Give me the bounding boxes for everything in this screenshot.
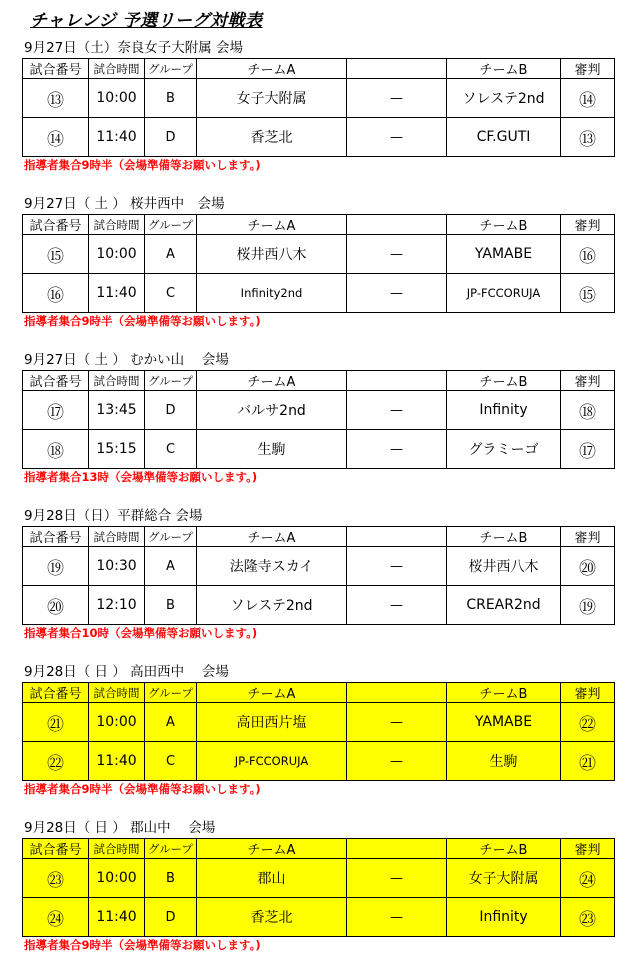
referee-number: ⑱ <box>561 391 615 430</box>
venue-heading: 9月27日（ 土 ） むかい山 会場 <box>24 352 229 368</box>
vs-dash: — <box>347 859 447 898</box>
header-match-time: 試合時間 <box>89 683 145 703</box>
match-time: 10:30 <box>89 547 145 586</box>
header-match-no: 試合番号 <box>23 59 89 79</box>
header-vs <box>347 215 447 235</box>
team-b-name: 桜井西八木 <box>447 547 561 586</box>
match-group: A <box>145 703 197 742</box>
match-number: ⑯ <box>23 274 89 313</box>
team-b-name: CF.GUTI <box>447 118 561 157</box>
team-b-name: Infinity <box>447 898 561 937</box>
header-team-a: チームA <box>197 59 347 79</box>
referee-number: ⑯ <box>561 235 615 274</box>
venue-section <box>22 818 614 953</box>
match-table <box>22 682 615 781</box>
header-team-a: チームA <box>197 839 347 859</box>
vs-dash: — <box>347 547 447 586</box>
match-number: ⑳ <box>23 586 89 625</box>
match-group: A <box>145 547 197 586</box>
header-group: グループ <box>145 215 197 235</box>
header-group: グループ <box>145 683 197 703</box>
match-table <box>22 214 615 313</box>
match-group: C <box>145 274 197 313</box>
team-b-name: YAMABE <box>447 703 561 742</box>
venue-section <box>22 350 614 485</box>
match-time: 11:40 <box>89 742 145 781</box>
match-time: 11:40 <box>89 118 145 157</box>
header-match-time: 試合時間 <box>89 59 145 79</box>
match-row <box>23 703 615 742</box>
header-team-a: チームA <box>197 215 347 235</box>
vs-dash: — <box>347 586 447 625</box>
match-time: 13:45 <box>89 391 145 430</box>
header-team-a: チームA <box>197 371 347 391</box>
referee-number: ㉔ <box>561 859 615 898</box>
staff-note: 指導者集合9時半（会場準備等お願いします。) <box>24 938 261 952</box>
match-group: D <box>145 118 197 157</box>
team-a-name: 生駒 <box>197 430 347 469</box>
match-row <box>23 898 615 937</box>
vs-dash: — <box>347 703 447 742</box>
header-team-a: チームA <box>197 527 347 547</box>
match-number: ⑱ <box>23 430 89 469</box>
match-group: B <box>145 586 197 625</box>
referee-number: ⑳ <box>561 547 615 586</box>
team-a-name: 郡山 <box>197 859 347 898</box>
referee-number: ⑮ <box>561 274 615 313</box>
venue-heading: 9月28日（日）平群総合 会場 <box>24 508 203 524</box>
vs-dash: — <box>347 79 447 118</box>
match-row <box>23 859 615 898</box>
match-group: C <box>145 742 197 781</box>
referee-number: ⑲ <box>561 586 615 625</box>
referee-number: ㉒ <box>561 703 615 742</box>
match-group: A <box>145 235 197 274</box>
header-team-b: チームB <box>447 215 561 235</box>
match-group: D <box>145 898 197 937</box>
header-vs <box>347 839 447 859</box>
referee-number: ㉑ <box>561 742 615 781</box>
team-b-name: Infinity <box>447 391 561 430</box>
staff-note: 指導者集合9時半（会場準備等お願いします。) <box>24 782 261 796</box>
team-a-name: 香芝北 <box>197 898 347 937</box>
match-table <box>22 370 615 469</box>
header-match-no: 試合番号 <box>23 215 89 235</box>
staff-note: 指導者集合9時半（会場準備等お願いします。) <box>24 158 261 172</box>
staff-note: 指導者集合9時半（会場準備等お願いします。) <box>24 314 261 328</box>
venue-heading: 9月27日（土）奈良女子大附属 会場 <box>24 40 244 56</box>
team-a-name: バルサ2nd <box>197 391 347 430</box>
match-group: D <box>145 391 197 430</box>
header-referee: 審判 <box>561 59 615 79</box>
header-team-b: チームB <box>447 527 561 547</box>
team-b-name: JP-FCCORUJA <box>447 274 561 313</box>
team-a-name: 桜井西八木 <box>197 235 347 274</box>
match-row <box>23 79 615 118</box>
staff-note: 指導者集合13時（会場準備等お願いします。) <box>24 470 258 484</box>
match-table <box>22 838 615 937</box>
venue-heading: 9月28日（ 日 ） 高田西中 会場 <box>24 664 229 680</box>
header-referee: 審判 <box>561 215 615 235</box>
header-vs <box>347 59 447 79</box>
match-row <box>23 118 615 157</box>
match-number: ⑭ <box>23 118 89 157</box>
team-b-name: ソレステ2nd <box>447 79 561 118</box>
match-number: ㉔ <box>23 898 89 937</box>
vs-dash: — <box>347 898 447 937</box>
vs-dash: — <box>347 274 447 313</box>
team-b-name: 生駒 <box>447 742 561 781</box>
match-number: ㉓ <box>23 859 89 898</box>
match-row <box>23 742 615 781</box>
header-group: グループ <box>145 839 197 859</box>
match-number: ㉒ <box>23 742 89 781</box>
match-time: 15:15 <box>89 430 145 469</box>
match-number: ⑲ <box>23 547 89 586</box>
header-referee: 審判 <box>561 683 615 703</box>
vs-dash: — <box>347 430 447 469</box>
team-a-name: JP-FCCORUJA <box>197 742 347 781</box>
team-b-name: CREAR2nd <box>447 586 561 625</box>
header-vs <box>347 371 447 391</box>
header-team-b: チームB <box>447 683 561 703</box>
header-group: グループ <box>145 371 197 391</box>
venue-heading: 9月28日（ 日 ） 郡山中 会場 <box>24 820 216 836</box>
match-time: 10:00 <box>89 235 145 274</box>
header-referee: 審判 <box>561 371 615 391</box>
match-table <box>22 526 615 625</box>
match-row <box>23 274 615 313</box>
venue-section <box>22 506 614 641</box>
team-a-name: ソレステ2nd <box>197 586 347 625</box>
header-match-time: 試合時間 <box>89 371 145 391</box>
header-match-time: 試合時間 <box>89 839 145 859</box>
header-team-b: チームB <box>447 839 561 859</box>
vs-dash: — <box>347 391 447 430</box>
staff-note: 指導者集合10時（会場準備等お願いします。) <box>24 626 258 640</box>
header-match-time: 試合時間 <box>89 527 145 547</box>
match-time: 11:40 <box>89 898 145 937</box>
header-referee: 審判 <box>561 527 615 547</box>
header-vs <box>347 527 447 547</box>
header-match-no: 試合番号 <box>23 371 89 391</box>
match-time: 12:10 <box>89 586 145 625</box>
team-a-name: 法隆寺スカイ <box>197 547 347 586</box>
venue-section <box>22 662 614 797</box>
referee-number: ㉓ <box>561 898 615 937</box>
referee-number: ⑰ <box>561 430 615 469</box>
vs-dash: — <box>347 235 447 274</box>
header-vs <box>347 683 447 703</box>
header-match-time: 試合時間 <box>89 215 145 235</box>
match-time: 10:00 <box>89 79 145 118</box>
match-table <box>22 58 615 157</box>
match-row <box>23 586 615 625</box>
vs-dash: — <box>347 118 447 157</box>
team-a-name: Infinity2nd <box>197 274 347 313</box>
match-row <box>23 391 615 430</box>
match-group: B <box>145 859 197 898</box>
team-a-name: 香芝北 <box>197 118 347 157</box>
match-row <box>23 430 615 469</box>
match-number: ⑬ <box>23 79 89 118</box>
header-match-no: 試合番号 <box>23 839 89 859</box>
match-number: ⑮ <box>23 235 89 274</box>
vs-dash: — <box>347 742 447 781</box>
match-time: 10:00 <box>89 859 145 898</box>
match-group: C <box>145 430 197 469</box>
venue-section <box>22 38 614 173</box>
header-team-b: チームB <box>447 371 561 391</box>
team-b-name: グラミーゴ <box>447 430 561 469</box>
venue-section <box>22 194 614 329</box>
match-time: 10:00 <box>89 703 145 742</box>
team-b-name: YAMABE <box>447 235 561 274</box>
header-match-no: 試合番号 <box>23 527 89 547</box>
referee-number: ⑬ <box>561 118 615 157</box>
header-referee: 審判 <box>561 839 615 859</box>
match-number: ⑰ <box>23 391 89 430</box>
header-team-b: チームB <box>447 59 561 79</box>
referee-number: ⑭ <box>561 79 615 118</box>
header-group: グループ <box>145 527 197 547</box>
team-a-name: 高田西片塩 <box>197 703 347 742</box>
match-row <box>23 547 615 586</box>
header-match-no: 試合番号 <box>23 683 89 703</box>
header-group: グループ <box>145 59 197 79</box>
team-b-name: 女子大附属 <box>447 859 561 898</box>
match-group: B <box>145 79 197 118</box>
match-number: ㉑ <box>23 703 89 742</box>
match-time: 11:40 <box>89 274 145 313</box>
page-title: チャレンジ 予選リーグ対戦表 <box>30 11 263 31</box>
header-team-a: チームA <box>197 683 347 703</box>
team-a-name: 女子大附属 <box>197 79 347 118</box>
match-row <box>23 235 615 274</box>
venue-heading: 9月27日（ 土 ） 桜井西中 会場 <box>24 196 225 212</box>
